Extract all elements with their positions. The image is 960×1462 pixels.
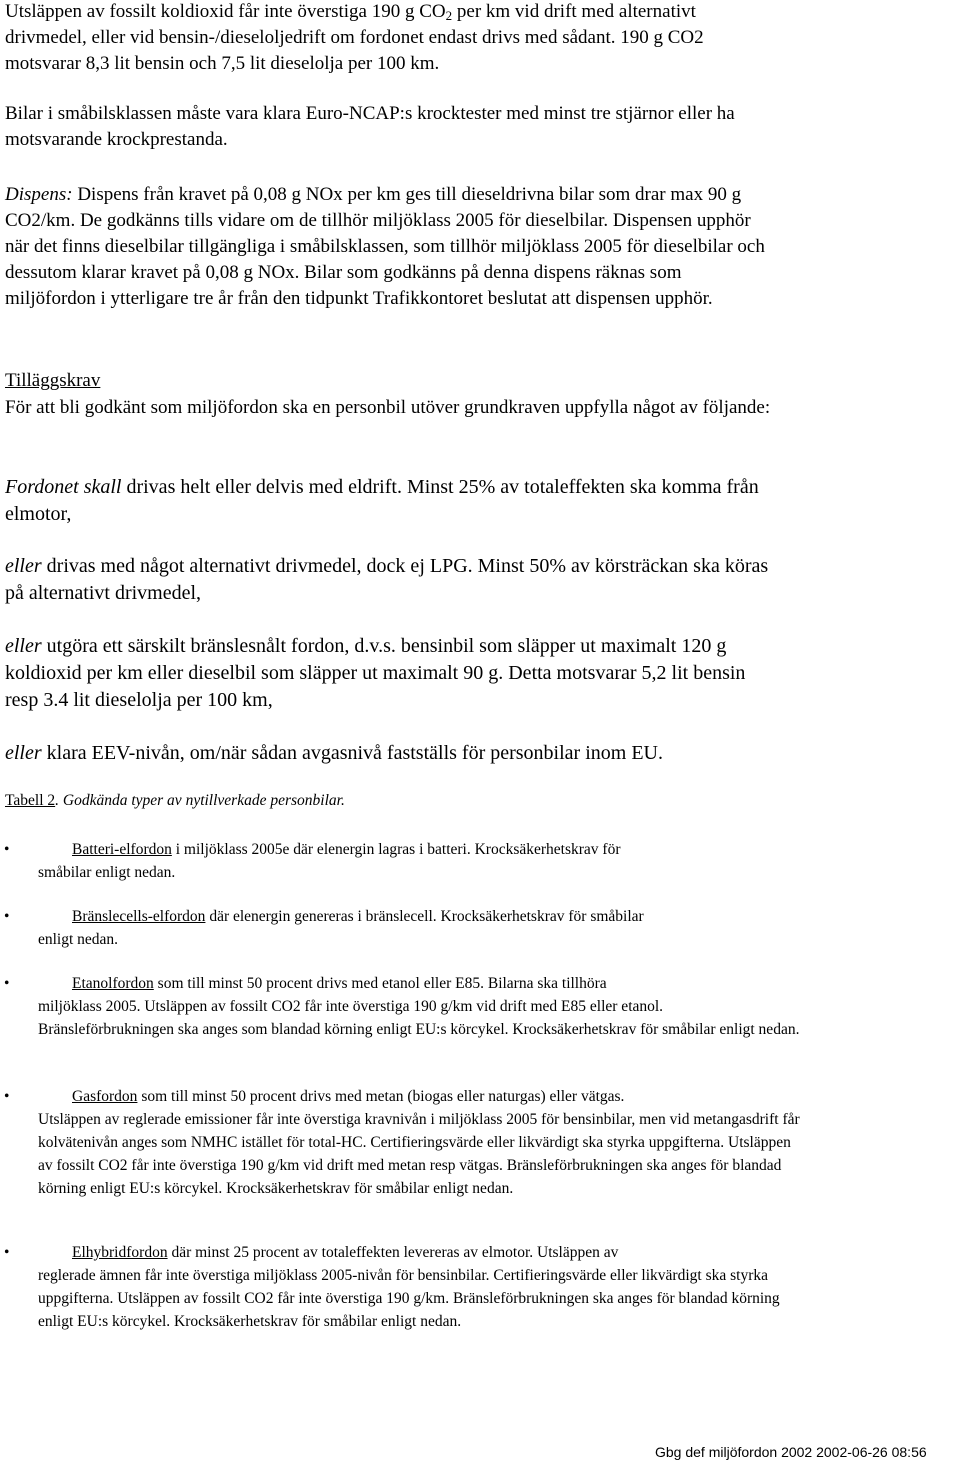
co2-text: Utsläppen av fossilt koldioxid får inte överstiga 190 g CO xyxy=(5,1,446,22)
bullet-icon: • xyxy=(4,841,10,858)
dispens-label: Dispens: xyxy=(5,184,73,205)
vehicle-type-name: Batteri-elfordon xyxy=(72,841,172,858)
vehicle-type-battery-electric: • Batteri-elfordon i miljöklass 2005e där elenergin lagras i batteri. Krocksäkerhetskrav för småbilar enligt nedan. xyxy=(0,838,800,884)
vehicle-type-gas: • Gasfordon som till minst 50 procent drivs med metan (biogas eller naturgas) eller vätgas. Utsläppen av reglerade emissioner får inte överstiga kravnivån i miljöklass 2005 för bensinbilar, men vid metangasdrift får kolvätenivån anges som NMHC istället för total-HC. Certifieringsvärde eller likvärdigt ska styrka uppgifterna. Utsläppen av fossilt CO2 får inte överstiga 190 g/km vid drift med metan resp vätgas. Bränsleförbrukningen ska anges för blandad körning enligt EU:s körcykel. Krocksäkerhetskrav för småbilar enligt nedan. xyxy=(0,1085,800,1200)
bullet-icon: • xyxy=(4,975,10,992)
co2-text-cont: per km vid drift med alternativt drivmedel, eller vid bensin-/dieseloljedrift om fordonet endast drivs med sådant. 190 g CO2 motsvarar 8,3 lit bensin och 7,5 lit dieselolja per 100 km. xyxy=(5,1,704,74)
option-fuel-efficient: eller utgöra ett särskilt bränslesnålt fordon, d.v.s. bensinbil som släpper ut maximalt 120 g koldioxid per km eller dieselbil som släpper ut maximalt 90 g. Detta motsvarar 5,2 lit bensin resp 3.4 lit dieselolja per 100 km, xyxy=(5,635,746,711)
bullet-icon: • xyxy=(4,908,10,925)
supplement-intro: För att bli godkänt som miljöfordon ska en personbil utöver grundkraven uppfylla något av följande: xyxy=(5,397,771,418)
bullet-icon: • xyxy=(4,1244,10,1261)
vehicle-type-name: Etanolfordon xyxy=(72,975,154,992)
co2-subscript: 2 xyxy=(445,8,453,23)
table-caption: Tabell 2. Godkända typer av nytillverkade personbilar. xyxy=(5,792,345,809)
page-footer: Gbg def miljöfordon 2002 2002-06-26 08:56 xyxy=(655,1444,927,1460)
co2-paragraph xyxy=(5,0,775,77)
vehicle-type-electric-hybrid: • Elhybridfordon där minst 25 procent av totaleffekten levereras av elmotor. Utsläppen av reglerade ämnen får inte överstiga miljöklass 2005-nivån för bensinbilar. Certifieringsvärde eller likvärdigt ska styrka uppgifterna. Utsläppen av fossilt CO2 får inte överstiga 190 g/km. Bränsleförbrukningen ska anges för blandad körning enligt EU:s körcykel. Krocksäkerhetskrav för småbilar enligt nedan. xyxy=(0,1241,800,1333)
dispens-text: Dispens från kravet på 0,08 g NOx per km ges till dieseldrivna bilar som drar max 90 g CO2/km. De godkänns tills vidare om de tillhör miljöklass 2005 för dieselbilar. Dispensen upphör när det finns dieselbilar tillgängliga i småbilsklassen, som tillhör miljöklass 2005 för dieselbilar och dessutom klarar kravet på 0,08 g NOx. Bilar som godkänns på denna dispens räknas som miljöfordon i ytterligare tre år från den tidpunkt Trafikkontoret beslutat att dispensen upphör. xyxy=(5,184,765,309)
dispens-paragraph xyxy=(5,182,775,312)
supplement-heading: Tilläggskrav xyxy=(5,370,101,391)
vehicle-type-name: Gasfordon xyxy=(72,1088,138,1105)
option-alt-fuel: eller drivas med något alternativt drivmedel, dock ej LPG. Minst 50% av körsträckan ska köras på alternativt drivmedel, xyxy=(5,555,769,604)
vehicle-type-name: Bränslecells-elfordon xyxy=(72,908,206,925)
crash-test-paragraph: Bilar i småbilsklassen måste vara klara Euro-NCAP:s krocktester med minst tre stjärnor eller ha motsvarande krockprestanda. xyxy=(5,103,735,150)
bullet-icon: • xyxy=(4,1088,10,1105)
vehicle-type-fuel-cell: • Bränslecells-elfordon där elenergin genereras i bränslecell. Krocksäkerhetskrav för småbilar enligt nedan. xyxy=(0,905,800,951)
vehicle-type-name: Elhybridfordon xyxy=(72,1244,168,1261)
vehicle-type-ethanol: • Etanolfordon som till minst 50 procent drivs med etanol eller E85. Bilarna ska tillhöra miljöklass 2005. Utsläppen av fossilt CO2 får inte överstiga 190 g/km vid drift med E85 eller etanol. Bränsleförbrukningen ska anges som blandad körning enligt EU:s körcykel. Krocksäkerhetskrav för småbilar enligt nedan. xyxy=(0,972,800,1041)
option-electric: Fordonet skall drivas helt eller delvis med eldrift. Minst 25% av totaleffekten ska komma från elmotor, xyxy=(5,476,759,525)
option-eev: eller klara EEV-nivån, om/när sådan avgasnivå fastställs för personbilar inom EU. xyxy=(5,742,663,764)
